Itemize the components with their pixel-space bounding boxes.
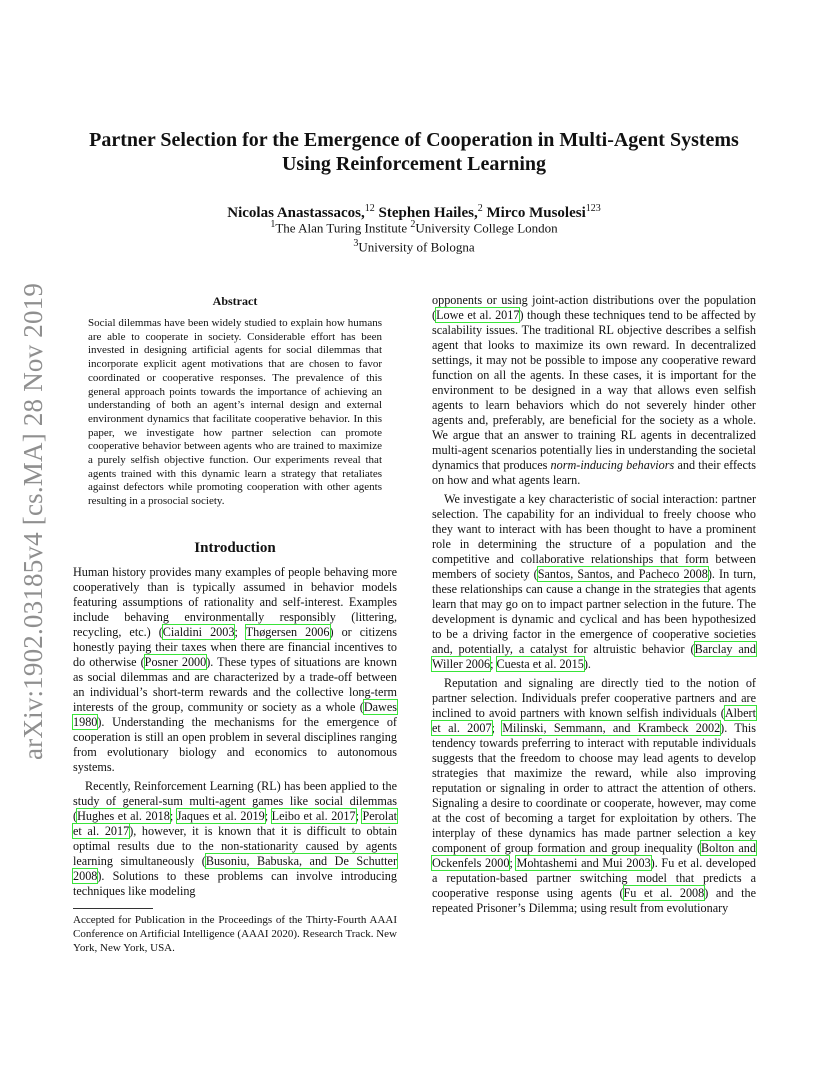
affil-marker-1: 1 [270,219,276,230]
citation-link[interactable]: Leibo et al. 2017 [271,809,356,823]
emphasized-term: norm-inducing behaviors [550,458,675,472]
paper-title [0,128,828,176]
text-run: ; [490,657,497,671]
citation-link[interactable]: Cialdini 2003 [162,625,235,639]
affil-marker-3: 3 [353,238,359,250]
text-run: ). This tendency towards preferring to interact with reputable individuals suggests that the freedom to choose may lead agents to develop strategies that maximize the reward, while also improving reputation or signaling in order to attract the attention of others. Signaling a desire to coordinate or cooperate, however, may come at the cost of becoming a target for exploitation by others. The interplay of these dynamics has made partner selection a key component of group formation and group inequality ( [432,721,756,855]
text-run: ; [169,809,177,823]
text-run: ) and the repeated Prisoner’s Dilemma; using result from evolutionary [432,886,757,915]
affiliation-ucl: University College London [415,220,558,236]
text-run: We investigate a key characteristic of social interaction: partner selection. The capability for an individual to freely choose who they want to interact with has been thought to have a prominent role in determining the structure of a population and the competitive and collaborative relationships that form between members of society ( [432,492,756,581]
intro-paragraph-1 [73,565,397,775]
text-run: and their effects on how and what agents learn. [432,458,756,487]
citation-link[interactable]: Hughes et al. 2018 [77,809,170,823]
left-column [73,540,397,899]
citation-link[interactable]: Bolton and Ockenfels 2000 [432,841,756,870]
text-run: ), however, it is known that it is difficult to obtain optimal results due to the non-stationarity caused by agents learning simultaneously ( [73,824,397,868]
citation-link[interactable]: Santos, Santos, and Pacheco 2008 [537,567,708,581]
intro-paragraph-2 [73,779,397,899]
text-run: Human history provides many examples of people behaving more cooperatively than is typically assumed in behavior models featuring assumptions of rationality and self-interest. Examples include behaving environmentally responsibly (littering, recycling, etc.) ( [73,565,397,639]
citation-link[interactable]: Barclay and Willer 2006 [432,642,756,671]
text-run: Recently, Reinforcement Learning (RL) has been applied to the study of general-sum multi-agent games like social dilemmas ( [73,779,397,823]
text-run: ). Solutions to these problems can involve introducing techniques like modeling [73,869,397,898]
text-run: ). Fu et al. developed a reputation-based partner switching model that predicts a cooperative response using agents ( [432,856,756,900]
citation-link[interactable]: Dawes 1980 [73,700,397,729]
text-run: ; [264,809,272,823]
title-line-2: Using Reinforcement Learning [281,153,547,175]
citation-link[interactable]: Albert et al. 2007 [432,706,756,735]
footnote [73,913,397,955]
text-run: ) though these techniques tend to be affected by scalability issues. The traditional RL objective describes a selfish agent that looks to maximize its own reward. In decentralized settings, it may not be possible to impose any cooperative reward function on all the agents. In these cases, it is important for the environment to be designed in a way that allows even selfish agents to learn behaviors which do not severely hinder other agents and, preferably, are beneficial for the society as a whole. We argue that an answer to training RL agents in decentralized multi-agent scenarios potentially lies in understanding the societal dynamics that produces [432,308,757,472]
text-run: ; [491,721,503,735]
affiliation-bologna: University of Bologna [358,239,475,255]
abstract-heading: Abstract [212,294,258,308]
text-run: Reputation and signaling are directly tied to the notion of partner selection. Individuals prefer cooperative partners and are inclined to avoid partners with known selfish individuals ( [432,676,756,720]
citation-link[interactable]: Thøgersen 2006 [245,625,330,639]
author-1-affil-marker: 12 [364,203,375,214]
author-2: Stephen Hailes, [374,205,478,221]
author-2-affil-marker: 2 [477,203,483,214]
citation-link[interactable]: Busoniu, Babuska, and De Schutter 2008 [73,854,398,883]
affiliation-line-1 [0,217,828,236]
abstract-section [88,294,382,509]
introduction-heading: Introduction [194,540,276,556]
title-line-1: Partner Selection for the Emergence of Cooperation in Multi-Agent Systems [89,129,739,151]
footnote-text: Accepted for Publication in the Proceedings of the Thirty-Fourth AAAI Conference on Artificial Intelligence (AAAI 2020). Research Track. New York, New York, USA. [73,914,397,954]
citation-link[interactable]: Posner 2000 [144,655,207,669]
author-3: Mirco Musolesi [482,205,586,221]
text-run: ). These types of situations are known as social dilemmas and are characterized by a trade-off between an individual’s short-term rewards and the collective long-term interests of the group, community or society as a whole ( [73,655,397,714]
text-run: opponents or using joint-action distributions over the population ( [432,293,756,322]
text-run: ). [583,657,591,671]
affiliation-line-2 [0,236,828,255]
text-run: ; [355,809,363,823]
citation-link[interactable]: Mohtashemi and Mui 2003 [516,856,651,870]
author-3-affil-marker: 123 [585,203,601,214]
author-1: Nicolas Anastassacos, [227,205,365,221]
arxiv-identifier-stamp: arXiv:1902.03185v4 [cs.MA] 28 Nov 2019 [18,282,48,760]
right-paragraph-2 [432,492,756,672]
right-paragraph-3 [432,676,756,916]
footnote-divider [73,908,153,909]
citation-link[interactable]: Cuesta et al. 2015 [496,657,584,671]
citation-link[interactable]: Jaques et al. 2019 [176,809,265,823]
affil-marker-2: 2 [410,219,416,230]
citation-link[interactable]: Fu et al. 2008 [623,886,705,900]
abstract-text: Social dilemmas have been widely studied to explain how humans are able to cooperate in society. Considerable effort has been invested in designing artificial agents for social dilemmas that incorporate explicit agent motivations that are chosen to favor coordinated or cooperative responses. The prevalence of this general approach points towards the importance of achieving an understanding of both an agent’s internal design and external environment dynamics that facilitate cooperative behavior. In this paper, we investigate how partner selection can promote cooperative behavior between agents who are trained to maximize a purely selfish objective function. Our experiments reveal that agents trained with this dynamic learn a strategy that retaliates against defectors while promoting cooperation with other agents resulting in a prosocial society. [88,317,382,508]
affiliation-turing: The Alan Turing Institute [275,220,411,236]
citation-link[interactable]: Perolat et al. 2017 [73,809,397,838]
right-paragraph-1 [432,293,756,488]
citation-link[interactable]: Lowe et al. 2017 [436,308,520,322]
text-run: ). Understanding the mechanisms for the emergence of cooperation is still an open problem in several disciplines ranging from evolutionary biology and economics to autonomous systems. [73,715,397,774]
text-run: ). In turn, these relationships can cause a change in the strategies that agents learn that may go on to impact partner selection in the future. The development is dynamic and cyclical and has been hypothesized to be a driving factor in the emergence of cooperative societies and, potentially, a catalyst for altruistic behavior ( [432,567,756,656]
text-run: ; [234,625,246,639]
text-run: ) or citizens honestly paying their taxes when there are financial incentives to do otherwise ( [73,625,397,669]
citation-link[interactable]: Milinski, Semmann, and Krambeck 2002 [502,721,721,735]
right-column [432,293,756,916]
affiliations [0,217,828,256]
text-run: ; [509,856,517,870]
